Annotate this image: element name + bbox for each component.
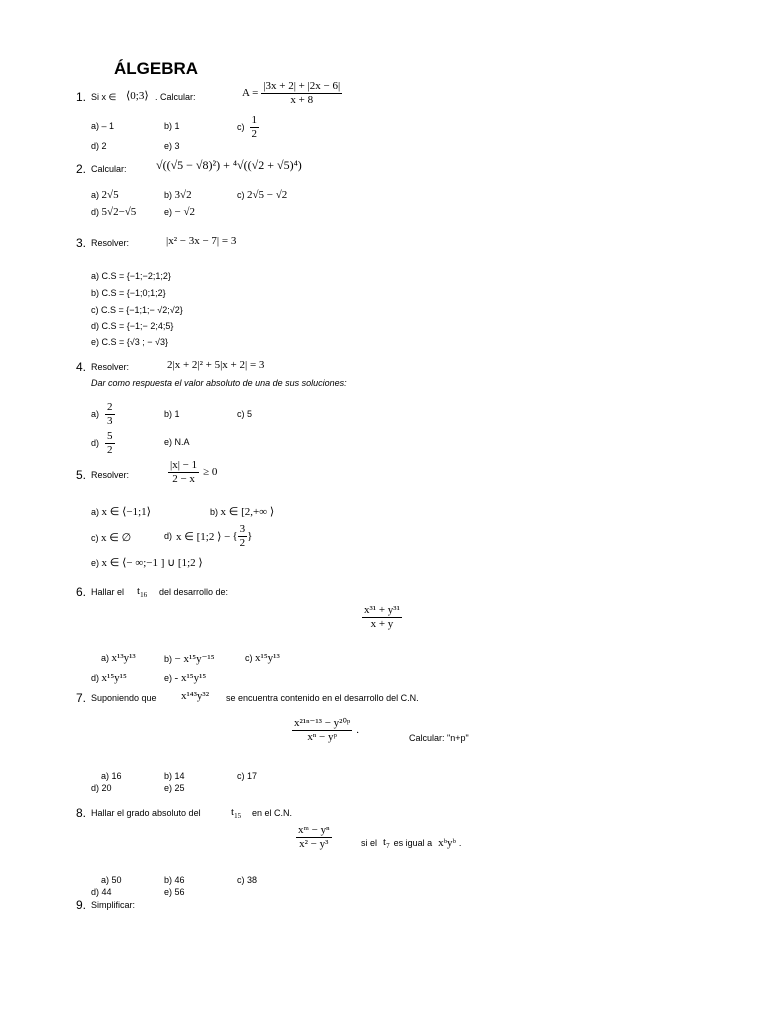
problem-7-expression: $\frac{\text{x²¹ⁿ⁻¹³ − y²⁰ᵖ}}{\text{xⁿ − yᵖ}}$ . [294, 717, 360, 743]
option-3a[interactable]: a) C.S = {−1;−2;1;2} [91, 271, 171, 281]
option-6b[interactable]: b) − x¹⁵y⁻¹⁵ [164, 653, 215, 665]
option-2a[interactable]: a) 2√5 [91, 189, 119, 201]
problem-4-label: Resolver: [91, 362, 130, 372]
option-6d[interactable]: d) x¹⁵y¹⁵ [91, 672, 127, 684]
problem-6-number: 6. [76, 585, 87, 599]
problem-4-number: 4. [76, 360, 87, 374]
option-3c[interactable]: c) C.S = {−1;1;− √2;√2} [91, 305, 183, 315]
option-8a[interactable]: a) 50 [101, 875, 122, 885]
problem-9-label: Simplificar: [91, 900, 136, 910]
problem-4-note: Dar como respuesta el valor absoluto de una de sus soluciones: [91, 378, 347, 388]
option-4b[interactable]: b) 1 [164, 409, 180, 419]
problem-1-interval: ⟨0;3⟩ [126, 90, 149, 102]
option-5e[interactable]: e) x ∈ ⟨− ∞;−1 ] ∪ [1;2 ⟩ [91, 557, 203, 569]
problem-2-expression: √((√5 − √8)²) + ⁴√((√2 + √5)⁴) [156, 158, 302, 172]
problem-8-lead: Hallar el grado absoluto del [91, 808, 201, 818]
option-3e[interactable]: e) C.S = {√3 ; − √3} [91, 337, 168, 347]
option-7c[interactable]: c) 17 [237, 771, 258, 781]
option-8b[interactable]: b) 46 [164, 875, 185, 885]
option-2b[interactable]: b) 3√2 [164, 189, 192, 201]
option-4a[interactable]: a) $\frac{2}{3}$ [91, 401, 113, 427]
problem-8-number: 8. [76, 806, 87, 820]
option-1b[interactable]: b) 1 [164, 121, 180, 131]
problem-2-label: Calcular: [91, 164, 127, 174]
problem-1-lead: Si x ∈ [91, 92, 117, 102]
problem-3-label: Resolver: [91, 238, 130, 248]
problem-1-number: 1. [76, 90, 87, 104]
problem-5-label: Resolver: [91, 470, 130, 480]
problem-8-term: $t_{15}$ [231, 806, 242, 821]
page-title: ÁLGEBRA [114, 59, 199, 78]
option-8c[interactable]: c) 38 [237, 875, 258, 885]
problem-1-expression: A = $\frac{|3x + 2| + |2x - 6|}{x + 8}$ [242, 80, 341, 106]
problem-5-number: 5. [76, 468, 87, 482]
option-7d[interactable]: d) 20 [91, 783, 112, 793]
option-6a[interactable]: a) x¹³y¹³ [101, 652, 136, 664]
problem-6-label: del desarrollo de: [159, 587, 229, 597]
problem-9-number: 9. [76, 898, 87, 912]
option-5c[interactable]: c) x ∈ ∅ [91, 532, 132, 544]
option-3b[interactable]: b) C.S = {−1;0;1;2} [91, 288, 166, 298]
option-5d[interactable]: d) x ∈ [1;2 ⟩ − { $\frac{3}{2}$ } [164, 523, 253, 549]
problem-3-expression: |x² − 3x − 7| = 3 [166, 235, 237, 247]
option-6c[interactable]: c) x¹⁵y¹³ [245, 652, 280, 664]
problem-1-label: . Calcular: [155, 92, 196, 102]
problem-6-lead: Hallar el [91, 587, 125, 597]
problem-6-expression: $\frac{\text{x³¹ + y³¹}}{x + y}$ [364, 604, 400, 630]
problem-6-term: $t_{16}$ [137, 585, 148, 600]
option-1e[interactable]: e) 3 [164, 141, 180, 151]
problem-4-expression: 2|x + 2|² + 5|x + 2| = 3 [167, 359, 265, 371]
option-8d[interactable]: d) 44 [91, 887, 112, 897]
option-1d[interactable]: d) 2 [91, 141, 107, 151]
option-6e[interactable]: e) - x¹⁵y¹⁵ [164, 672, 207, 684]
option-1a[interactable]: a) – 1 [91, 121, 115, 131]
problem-8-label: en el C.N. [252, 808, 293, 818]
option-4c[interactable]: c) 5 [237, 409, 253, 419]
problem-8-condition: si el $t_7$ es igual a xᵇyᵇ . [361, 836, 462, 851]
problem-7-number: 7. [76, 691, 87, 705]
option-5b[interactable]: b) x ∈ [2,+∞ ⟩ [210, 506, 275, 518]
option-1c[interactable]: c) $\frac{1}{2}$ [237, 114, 257, 140]
problem-7-calc: Calcular: "n+p" [409, 733, 469, 743]
problem-3-number: 3. [76, 236, 87, 250]
option-2e[interactable]: e) − √2 [164, 206, 196, 218]
problem-7-term: x¹⁴³y³² [181, 690, 210, 702]
option-2d[interactable]: d) 5√2−√5 [91, 206, 137, 218]
option-5a[interactable]: a) x ∈ ⟨−1;1⟩ [91, 506, 151, 518]
option-3d[interactable]: d) C.S = {−1;− 2;4;5} [91, 321, 174, 331]
option-8e[interactable]: e) 56 [164, 887, 185, 897]
option-4d[interactable]: d) $\frac{5}{2}$ [91, 430, 113, 456]
problem-8-expression: $\frac{\text{xᵐ − yⁿ}}{\text{x² − y³}}$ [298, 824, 330, 850]
problem-5-expression: $\frac{|x| - 1}{2 - x}$ ≥ 0 [170, 459, 218, 485]
option-7b[interactable]: b) 14 [164, 771, 185, 781]
option-2c[interactable]: c) 2√5 − √2 [237, 189, 288, 201]
problem-7-label: se encuentra contenido en el desarrollo del C.N. [226, 693, 419, 703]
option-7a[interactable]: a) 16 [101, 771, 122, 781]
problem-7-lead: Suponiendo que [91, 693, 157, 703]
option-4e[interactable]: e) N.A [164, 437, 190, 447]
problem-2-number: 2. [76, 162, 87, 176]
option-7e[interactable]: e) 25 [164, 783, 185, 793]
